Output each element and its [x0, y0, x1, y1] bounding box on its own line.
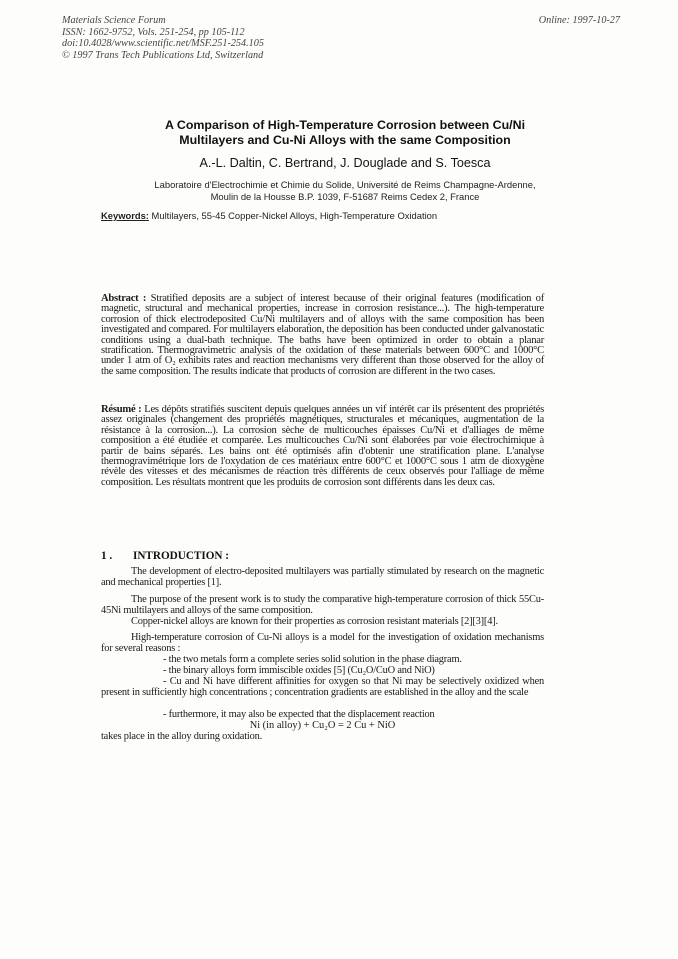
- intro-paragraph-2: The purpose of the present work is to study the comparative high-temperature corrosion of thick 55Cu-45Ni multilayers and alloys of the same composition.: [101, 594, 544, 616]
- affiliation-line-2: Moulin de la Housse B.P. 1039, F-51687 Reims Cedex 2, France: [210, 191, 480, 203]
- online-date: Online: 1997-10-27: [538, 15, 620, 26]
- abstract-label: Abstract :: [101, 293, 147, 304]
- title-line-2: Multilayers and Cu-Ni Alloys with the same Composition: [179, 133, 511, 147]
- section-number: 1 .: [101, 550, 113, 562]
- journal-meta: [62, 15, 264, 61]
- resume: [101, 405, 544, 488]
- list-item-4: - furthermore, it may also be expected that the displacement reaction: [163, 709, 435, 720]
- list-item-1: - the two metals form a complete series solid solution in the phase diagram.: [163, 654, 462, 665]
- meta-doi: doi:10.4028/www.scientific.net/MSF.251-254.105: [62, 38, 264, 50]
- intro-paragraph-4: High-temperature corrosion of Cu-Ni alloys is a model for the investigation of oxidation mechanisms for several reasons :: [101, 632, 544, 654]
- keywords-label: Keywords:: [101, 210, 149, 221]
- title-line-1: A Comparison of High-Temperature Corrosion between Cu/Ni: [164, 118, 526, 132]
- intro-paragraph-1: The development of electro-deposited multilayers was partially stimulated by research on the magnetic and mechanical properties [1].: [101, 566, 544, 588]
- intro-paragraph-3: Copper-nickel alloys are known for their properties as corrosion resistant materials [2][3][4].: [131, 616, 498, 627]
- meta-journal: Materials Science Forum: [62, 15, 166, 26]
- keywords-text: Multilayers, 55-45 Copper-Nickel Alloys, High-Temperature Oxidation: [148, 210, 438, 221]
- intro-tail: takes place in the alloy during oxidation.: [101, 731, 262, 742]
- abstract-text: Stratified deposits are a subject of interest because of their original features (modification of magnetic, structural and mechanical properties, increase in corrosion resistance...). The high-temperature corrosion of thick electrodeposited Cu/Ni multilayers and of alloys with the same composition has been investigated and compared. For multilayers elaboration, the deposition has been conducted under galvanostatic conditions using a dual-bath technique. The baths have been optimized in order to obtain a planar stratification. Thermogravimetric analysis of the oxidation of these materials between 600°C and 1000°C under 1 atm of O₂ exhibits rates and reaction mechanisms very different than those observed for the alloy of the same composition. The results indicate that products of corrosion are different in the two cases.: [101, 293, 544, 377]
- list-item-2: - the binary alloys form immiscible oxides [5] (Cu₂O/CuO and NiO): [163, 665, 435, 676]
- affiliation: [80, 179, 610, 204]
- paper-title: [80, 118, 610, 148]
- meta-copyright: © 1997 Trans Tech Publications Ltd, Switzerland: [62, 49, 264, 61]
- abstract: [101, 294, 544, 377]
- section-title: INTRODUCTION :: [133, 550, 230, 562]
- reaction-equation: Ni (in alloy) + Cu₂O = 2 Cu + NiO: [249, 720, 396, 731]
- resume-label: Résumé :: [101, 404, 142, 415]
- section-heading: [101, 550, 229, 562]
- list-item-3: - Cu and Ni have different affinities for oxygen so that Ni may be selectively oxidized when present in sufficiently high concentrations ; concentration gradients are established in the alloy and the scale: [101, 676, 544, 698]
- affiliation-line-1: Laboratoire d'Electrochimie et Chimie du Solide, Université de Reims Champagne-Ardenne,: [154, 179, 536, 190]
- authors: A.-L. Daltin, C. Bertrand, J. Douglade and S. Toesca: [199, 156, 491, 170]
- resume-text: Les dépôts stratifiés suscitent depuis quelques années un vif intérêt car ils présentent des propriétés assez originales (changement des propriétés magnétiques, structurales et mécaniques, augmentation de la résistance à la corrosion...). La corrosion sèche de multicouches épaisses Cu/Ni et d'alliages de même composition a été étudiée et comparée. Les multicouches Cu/Ni sont élaborées par voie électrochimique à partir de bains séparés. Les bains ont été optimisés afin d'obtenir une stratification plane. L'analyse thermogravimétrique lors de l'oxydation de ces matériaux entre 600°C et 1000°C sous 1 atm de dioxygène révèle des vitesses et des mécanismes de réaction très différents de ceux observés pour l'alliage de même composition. Les résultats montrent que les produits de corrosion sont différents dans les deux cas.: [101, 404, 545, 488]
- keywords: [101, 210, 437, 221]
- meta-issn: ISSN: 1662-9752, Vols. 251-254, pp 105-112: [62, 26, 245, 38]
